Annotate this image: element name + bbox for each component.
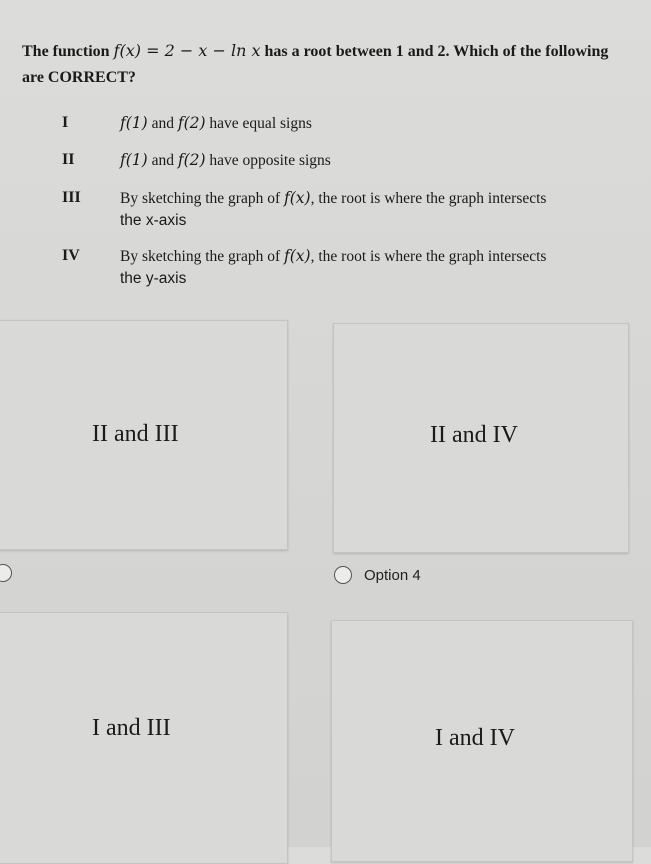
option-card-text: II and III (92, 421, 179, 447)
statement-i (62, 112, 632, 134)
statement-number: I (62, 114, 69, 131)
statement-math: f(1) (120, 151, 148, 169)
option-card-text: I and III (92, 715, 171, 741)
statement-math: f(2) (177, 114, 206, 132)
statement-text: By sketching the graph of (120, 248, 285, 265)
statement-text: , the root is where the graph intersects (310, 248, 547, 265)
statement-text: the y-axis (120, 270, 187, 287)
option-radio-2[interactable] (334, 566, 421, 584)
option-card-text: I and IV (435, 725, 515, 751)
question-function: f(x) = 2 − x − ln x (113, 41, 261, 60)
option-card-text: II and IV (430, 422, 518, 448)
statement-text: have equal signs (205, 115, 312, 132)
option-radio-1[interactable] (0, 564, 24, 582)
statement-text: have opposite signs (205, 152, 331, 169)
question-stem (22, 38, 632, 91)
statement-text: and (147, 152, 178, 169)
statement-text: By sketching the graph of (120, 190, 285, 207)
option-card-1[interactable] (0, 320, 288, 550)
statement-number: II (62, 151, 75, 168)
question-text-pre: The function (22, 43, 110, 60)
statement-text: , the root is where the graph intersects (310, 190, 547, 207)
statement-iii (62, 187, 632, 233)
option-radio-label: Option 4 (364, 566, 421, 584)
statement-ii (62, 149, 632, 171)
option-card-3[interactable] (0, 612, 288, 864)
statement-number: IV (62, 247, 80, 264)
question-text-post: has a root between 1 and 2. Which of the following are CORRECT? (22, 43, 609, 86)
option-card-2[interactable] (333, 323, 629, 553)
statement-iv (62, 245, 632, 291)
statement-math: f(2) (177, 151, 206, 169)
statement-number: III (62, 189, 81, 206)
statement-text: the x-axis (120, 212, 187, 229)
statement-math: f(1) (120, 114, 148, 132)
statement-text: and (147, 115, 178, 132)
radio-circle-icon[interactable] (334, 566, 352, 584)
statement-math: f(x) (284, 247, 311, 265)
radio-circle-icon[interactable] (0, 564, 12, 582)
option-card-4[interactable] (331, 620, 633, 862)
statement-math: f(x) (284, 189, 311, 207)
